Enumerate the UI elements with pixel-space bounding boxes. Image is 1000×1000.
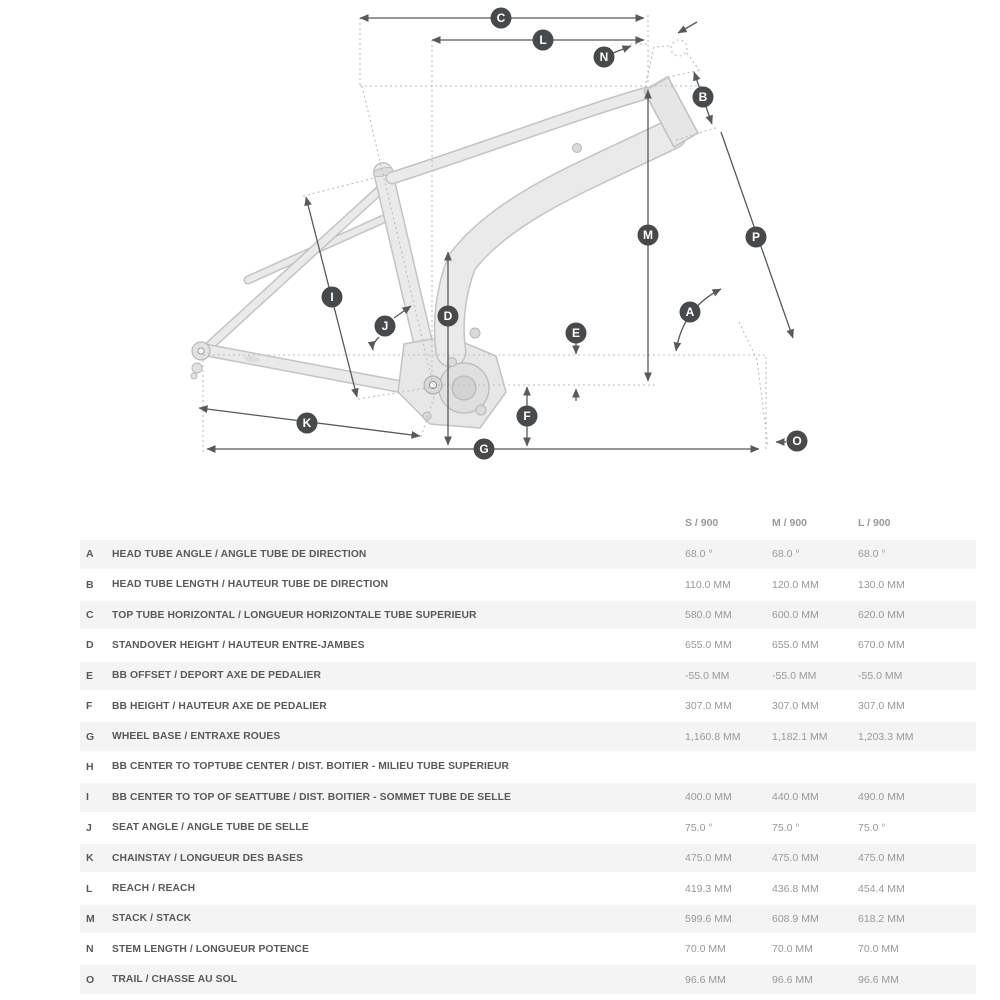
row-value-l: 68.0 ° [858, 548, 886, 561]
row-label: STEM LENGTH / LONGUEUR POTENCE [112, 943, 309, 955]
row-value-m: 655.0 MM [772, 639, 819, 652]
row-value-l: 96.6 MM [858, 973, 899, 986]
row-letter: F [86, 700, 93, 713]
row-label: TOP TUBE HORIZONTAL / LONGUEUR HORIZONTALE TUBE SUPÉRIEUR [112, 609, 477, 621]
row-value-s: 110.0 MM [685, 578, 731, 591]
dim-label-n [594, 47, 615, 68]
row-value-m: 608.9 MM [772, 912, 819, 925]
row-value-s: -55.0 MM [685, 669, 730, 682]
row-value-l: 75.0 ° [858, 821, 886, 834]
row-value-m: -55.0 MM [772, 669, 817, 682]
row-value-s: 307.0 MM [685, 700, 732, 713]
row-value-l: 475.0 MM [858, 852, 905, 865]
row-value-m: 475.0 MM [772, 852, 819, 865]
table-row [80, 965, 976, 994]
motor-bolt-3 [423, 412, 431, 420]
row-value-s: 96.6 MM [685, 973, 726, 986]
row-label: CHAINSTAY / LONGUEUR DES BASES [112, 852, 304, 864]
dim-arrow-stem-n [613, 46, 631, 53]
row-value-m: 440.0 MM [772, 791, 819, 804]
row-value-s: 580.0 MM [685, 609, 732, 622]
dim-label-letter: K [302, 416, 312, 431]
table-row [80, 935, 976, 964]
row-value-l: 620.0 MM [858, 609, 905, 622]
row-letter: M [86, 912, 95, 925]
dim-label-c [491, 8, 512, 29]
table-row [80, 783, 976, 812]
table-row [80, 692, 976, 721]
derailleur-hanger [192, 363, 202, 373]
column-header-size-s: S / 900 [685, 517, 719, 529]
row-label: REACH / REACH [112, 883, 196, 895]
dim-arrow-seatangle-j-base [373, 337, 379, 350]
table-row [80, 540, 976, 569]
dim-label-letter: D [443, 309, 453, 324]
dim-label-p [746, 227, 767, 248]
dim-label-a [680, 302, 701, 323]
row-letter: B [86, 578, 94, 591]
geometry-table-header [80, 506, 976, 540]
row-letter: N [86, 943, 94, 956]
row-value-l: 70.0 MM [858, 943, 899, 956]
row-value-s: 475.0 MM [685, 852, 732, 865]
dim-label-o [787, 431, 808, 452]
table-row [80, 753, 976, 782]
row-value-m: 436.8 MM [772, 882, 819, 895]
frame-bolt-1 [573, 144, 582, 153]
row-letter: I [86, 791, 89, 804]
bike-frame [191, 77, 698, 431]
row-label: STANDOVER HEIGHT / HAUTEUR ENTRE-JAMBES [112, 639, 365, 651]
row-letter: K [86, 852, 94, 865]
row-letter: C [86, 609, 94, 622]
table-row [80, 905, 976, 934]
geometry-table-body [80, 540, 976, 994]
row-value-l: 670.0 MM [858, 639, 905, 652]
motor-bolt-2 [476, 405, 486, 415]
dim-label-l [533, 30, 554, 51]
seatstay-fill [206, 179, 392, 349]
derailleur-hanger-tip [191, 373, 197, 379]
row-label: BB OFFSET / DEPORT AXE DE PÉDALIER [112, 670, 321, 682]
rear-axle-dot [198, 348, 204, 354]
row-label: HEAD TUBE LENGTH / HAUTEUR TUBE DE DIRECTION [112, 579, 389, 591]
row-value-s: 400.0 MM [685, 791, 732, 804]
row-value-m: 68.0 ° [772, 548, 800, 561]
dim-label-letter: N [599, 50, 609, 65]
row-value-l: 1,203.3 MM [858, 730, 914, 743]
dim-label-j [375, 316, 396, 337]
dim-label-letter: L [539, 33, 547, 48]
dim-label-d [438, 306, 459, 327]
table-row [80, 570, 976, 599]
row-value-s: 599.6 MM [685, 912, 732, 925]
table-row [80, 814, 976, 843]
row-letter: E [86, 669, 94, 682]
motor-bolt-1 [448, 358, 457, 367]
dim-label-f [517, 406, 538, 427]
row-value-s: 70.0 MM [685, 943, 726, 956]
dim-label-letter: I [330, 290, 334, 305]
row-letter: G [86, 730, 95, 743]
dim-label-k [297, 413, 318, 434]
dim-label-letter: F [523, 409, 531, 424]
row-value-l: 307.0 MM [858, 700, 905, 713]
row-value-m: 96.6 MM [772, 973, 813, 986]
table-row [80, 662, 976, 691]
geometry-table [80, 506, 976, 996]
dim-label-m [638, 225, 659, 246]
table-row [80, 722, 976, 751]
dim-label-b [693, 87, 714, 108]
row-value-m: 600.0 MM [772, 609, 819, 622]
stem-clamp-circle [671, 40, 687, 56]
table-row [80, 844, 976, 873]
motor-ring-inner [452, 376, 476, 400]
row-label: BB CENTER TO TOP OF SEATTUBE / DIST. BOITIER - SOMMET TUBE DE SELLE [112, 791, 511, 803]
table-row [80, 631, 976, 660]
row-letter: A [86, 548, 94, 561]
row-value-l: -55.0 MM [858, 669, 903, 682]
dim-label-letter: B [698, 90, 708, 105]
row-value-m: 307.0 MM [772, 700, 819, 713]
row-value-m: 75.0 ° [772, 821, 800, 834]
row-value-l: 130.0 MM [858, 578, 905, 591]
dim-label-e [566, 323, 587, 344]
dim-arc-headangle-a [676, 289, 721, 351]
frame-bolt-2 [470, 328, 480, 338]
row-label: WHEEL BASE / ENTRAXE ROUES [112, 731, 281, 743]
dim-label-i [322, 287, 343, 308]
dim-label-g [474, 439, 495, 460]
dim-label-letter: A [685, 305, 695, 320]
dim-label-letter: C [496, 11, 506, 26]
row-value-m: 1,182.1 MM [772, 730, 828, 743]
row-letter: D [86, 639, 94, 652]
dim-label-letter: J [381, 319, 389, 334]
column-header-size-m: M / 900 [772, 517, 808, 529]
row-value-s: 75.0 ° [685, 821, 713, 834]
table-row [80, 601, 976, 630]
column-header-size-l: L / 900 [858, 517, 891, 529]
row-label: STACK / STACK [112, 913, 192, 925]
dim-label-letter: O [792, 434, 802, 449]
dim-label-letter: G [479, 442, 489, 457]
dim-label-letter: E [571, 326, 581, 341]
row-value-l: 490.0 MM [858, 791, 905, 804]
row-label: BB CENTER TO TOPTUBE CENTER / DIST. BOITIER - MILIEU TUBE SUPÉRIEUR [112, 761, 510, 773]
row-letter: J [86, 821, 92, 834]
dim-label-letter: P [751, 230, 761, 245]
row-value-l: 618.2 MM [858, 912, 905, 925]
dimension-labels [297, 8, 808, 460]
row-label: HEAD TUBE ANGLE / ANGLE TUBE DE DIRECTION [112, 548, 367, 560]
row-value-l: 454.4 MM [858, 882, 905, 895]
row-letter: H [86, 760, 94, 773]
row-value-m: 70.0 MM [772, 943, 813, 956]
row-letter: O [86, 973, 95, 986]
table-row [80, 874, 976, 903]
row-value-s: 419.3 MM [685, 882, 732, 895]
row-value-s: 655.0 MM [685, 639, 732, 652]
row-value-s: 68.0 ° [685, 548, 713, 561]
dim-label-letter: M [643, 228, 653, 243]
dim-arrow-stem-clamp [678, 22, 697, 33]
row-label: SEAT ANGLE / ANGLE TUBE DE SELLE [112, 822, 309, 834]
row-letter: L [86, 882, 93, 895]
row-value-s: 1,160.8 MM [685, 730, 741, 743]
row-label: TRAIL / CHASSE AU SOL [112, 974, 238, 986]
row-value-m: 120.0 MM [772, 578, 819, 591]
row-label: BB HEIGHT / HAUTEUR AXE DE PÉDALIER [112, 700, 327, 712]
